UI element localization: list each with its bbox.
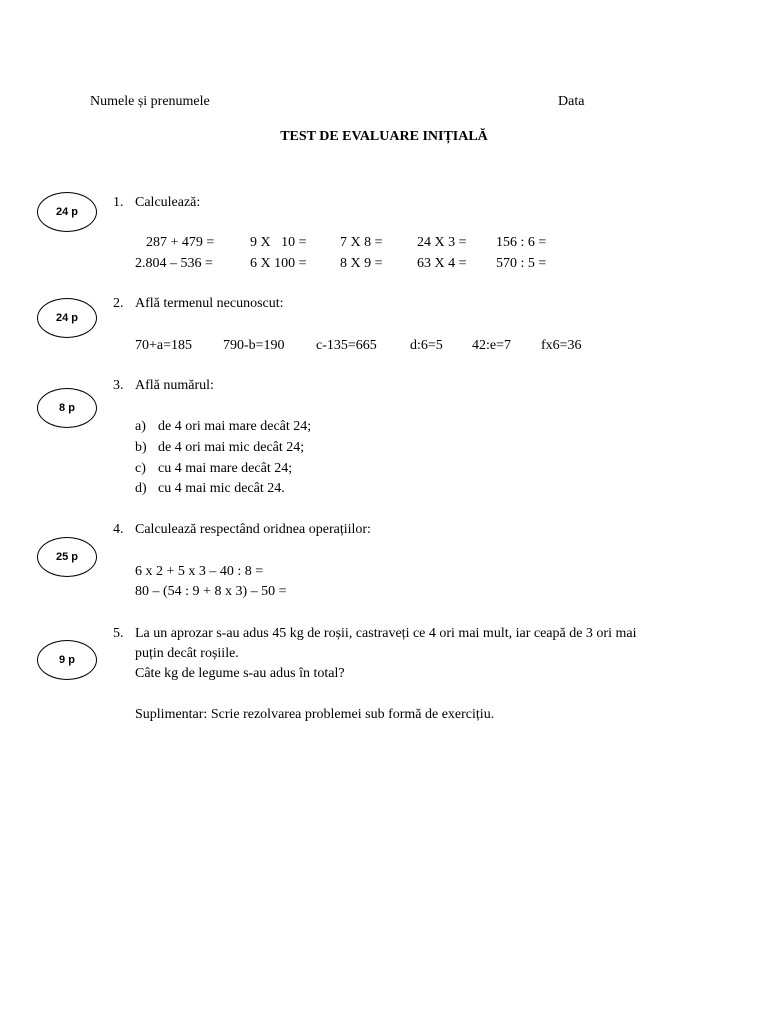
q1-exercise: 63 X 4 =: [417, 256, 467, 271]
name-label: Numele și prenumele: [90, 94, 210, 109]
question-2-text: Află termenul necunoscut:: [135, 296, 284, 311]
q2-equation: 790-b=190: [223, 338, 285, 353]
date-label: Data: [558, 94, 585, 109]
question-5-extra: Suplimentar: Scrie rezolvarea problemei sub formă de exercițiu.: [135, 707, 495, 722]
list-item-letter: d): [135, 481, 147, 496]
q1-exercise: 287 + 479 =: [146, 235, 215, 250]
q2-equation: 70+a=185: [135, 338, 193, 353]
question-2-number: 2.: [113, 296, 124, 311]
list-item: cu 4 mai mare decât 24;: [158, 461, 293, 476]
question-5-number: 5.: [113, 626, 124, 641]
score-badge-2: 24 p: [37, 298, 97, 338]
score-badge-4: 25 p: [37, 537, 97, 577]
q2-equation: c-135=665: [316, 338, 377, 353]
question-4-text: Calculează respectând oridnea operațiilor:: [135, 522, 371, 537]
q1-exercise: 24 X 3 =: [417, 235, 467, 250]
q2-equation: d:6=5: [410, 338, 443, 353]
score-badge-3: 8 p: [37, 388, 97, 428]
list-item-letter: a): [135, 419, 146, 434]
list-item-letter: b): [135, 440, 147, 455]
question-1-number: 1.: [113, 195, 124, 210]
q1-exercise: 9 X 10 =: [250, 235, 307, 250]
q2-equation: fx6=36: [541, 338, 582, 353]
score-badge-5: 9 p: [37, 640, 97, 680]
q1-exercise: 2.804 – 536 =: [135, 256, 213, 271]
q1-exercise: 570 : 5 =: [496, 256, 547, 271]
question-3-number: 3.: [113, 378, 124, 393]
question-5-question: Câte kg de legume s-au adus în total?: [135, 666, 345, 681]
page-title: TEST DE EVALUARE INIȚIALĂ: [280, 129, 488, 144]
score-badge-1: 24 p: [37, 192, 97, 232]
q1-exercise: 8 X 9 =: [340, 256, 383, 271]
question-3-text: Află numărul:: [135, 378, 214, 393]
question-1-text: Calculează:: [135, 195, 201, 210]
question-5-text: La un aprozar s-au adus 45 kg de roșii, castraveți ce 4 ori mai mult, iar ceapă de 3 ori mai: [135, 626, 637, 641]
q1-exercise: 6 X 100 =: [250, 256, 307, 271]
q4-expression: 6 x 2 + 5 x 3 – 40 : 8 =: [135, 564, 264, 579]
q1-exercise: 156 : 6 =: [496, 235, 547, 250]
q2-equation: 42:e=7: [472, 338, 511, 353]
list-item: de 4 ori mai mare decât 24;: [158, 419, 312, 434]
question-5-text: puțin decât roșiile.: [135, 646, 239, 661]
list-item: cu 4 mai mic decât 24.: [158, 481, 285, 496]
q1-exercise: 7 X 8 =: [340, 235, 383, 250]
q4-expression: 80 – (54 : 9 + 8 x 3) – 50 =: [135, 584, 287, 599]
question-4-number: 4.: [113, 522, 124, 537]
list-item: de 4 ori mai mic decât 24;: [158, 440, 305, 455]
list-item-letter: c): [135, 461, 146, 476]
